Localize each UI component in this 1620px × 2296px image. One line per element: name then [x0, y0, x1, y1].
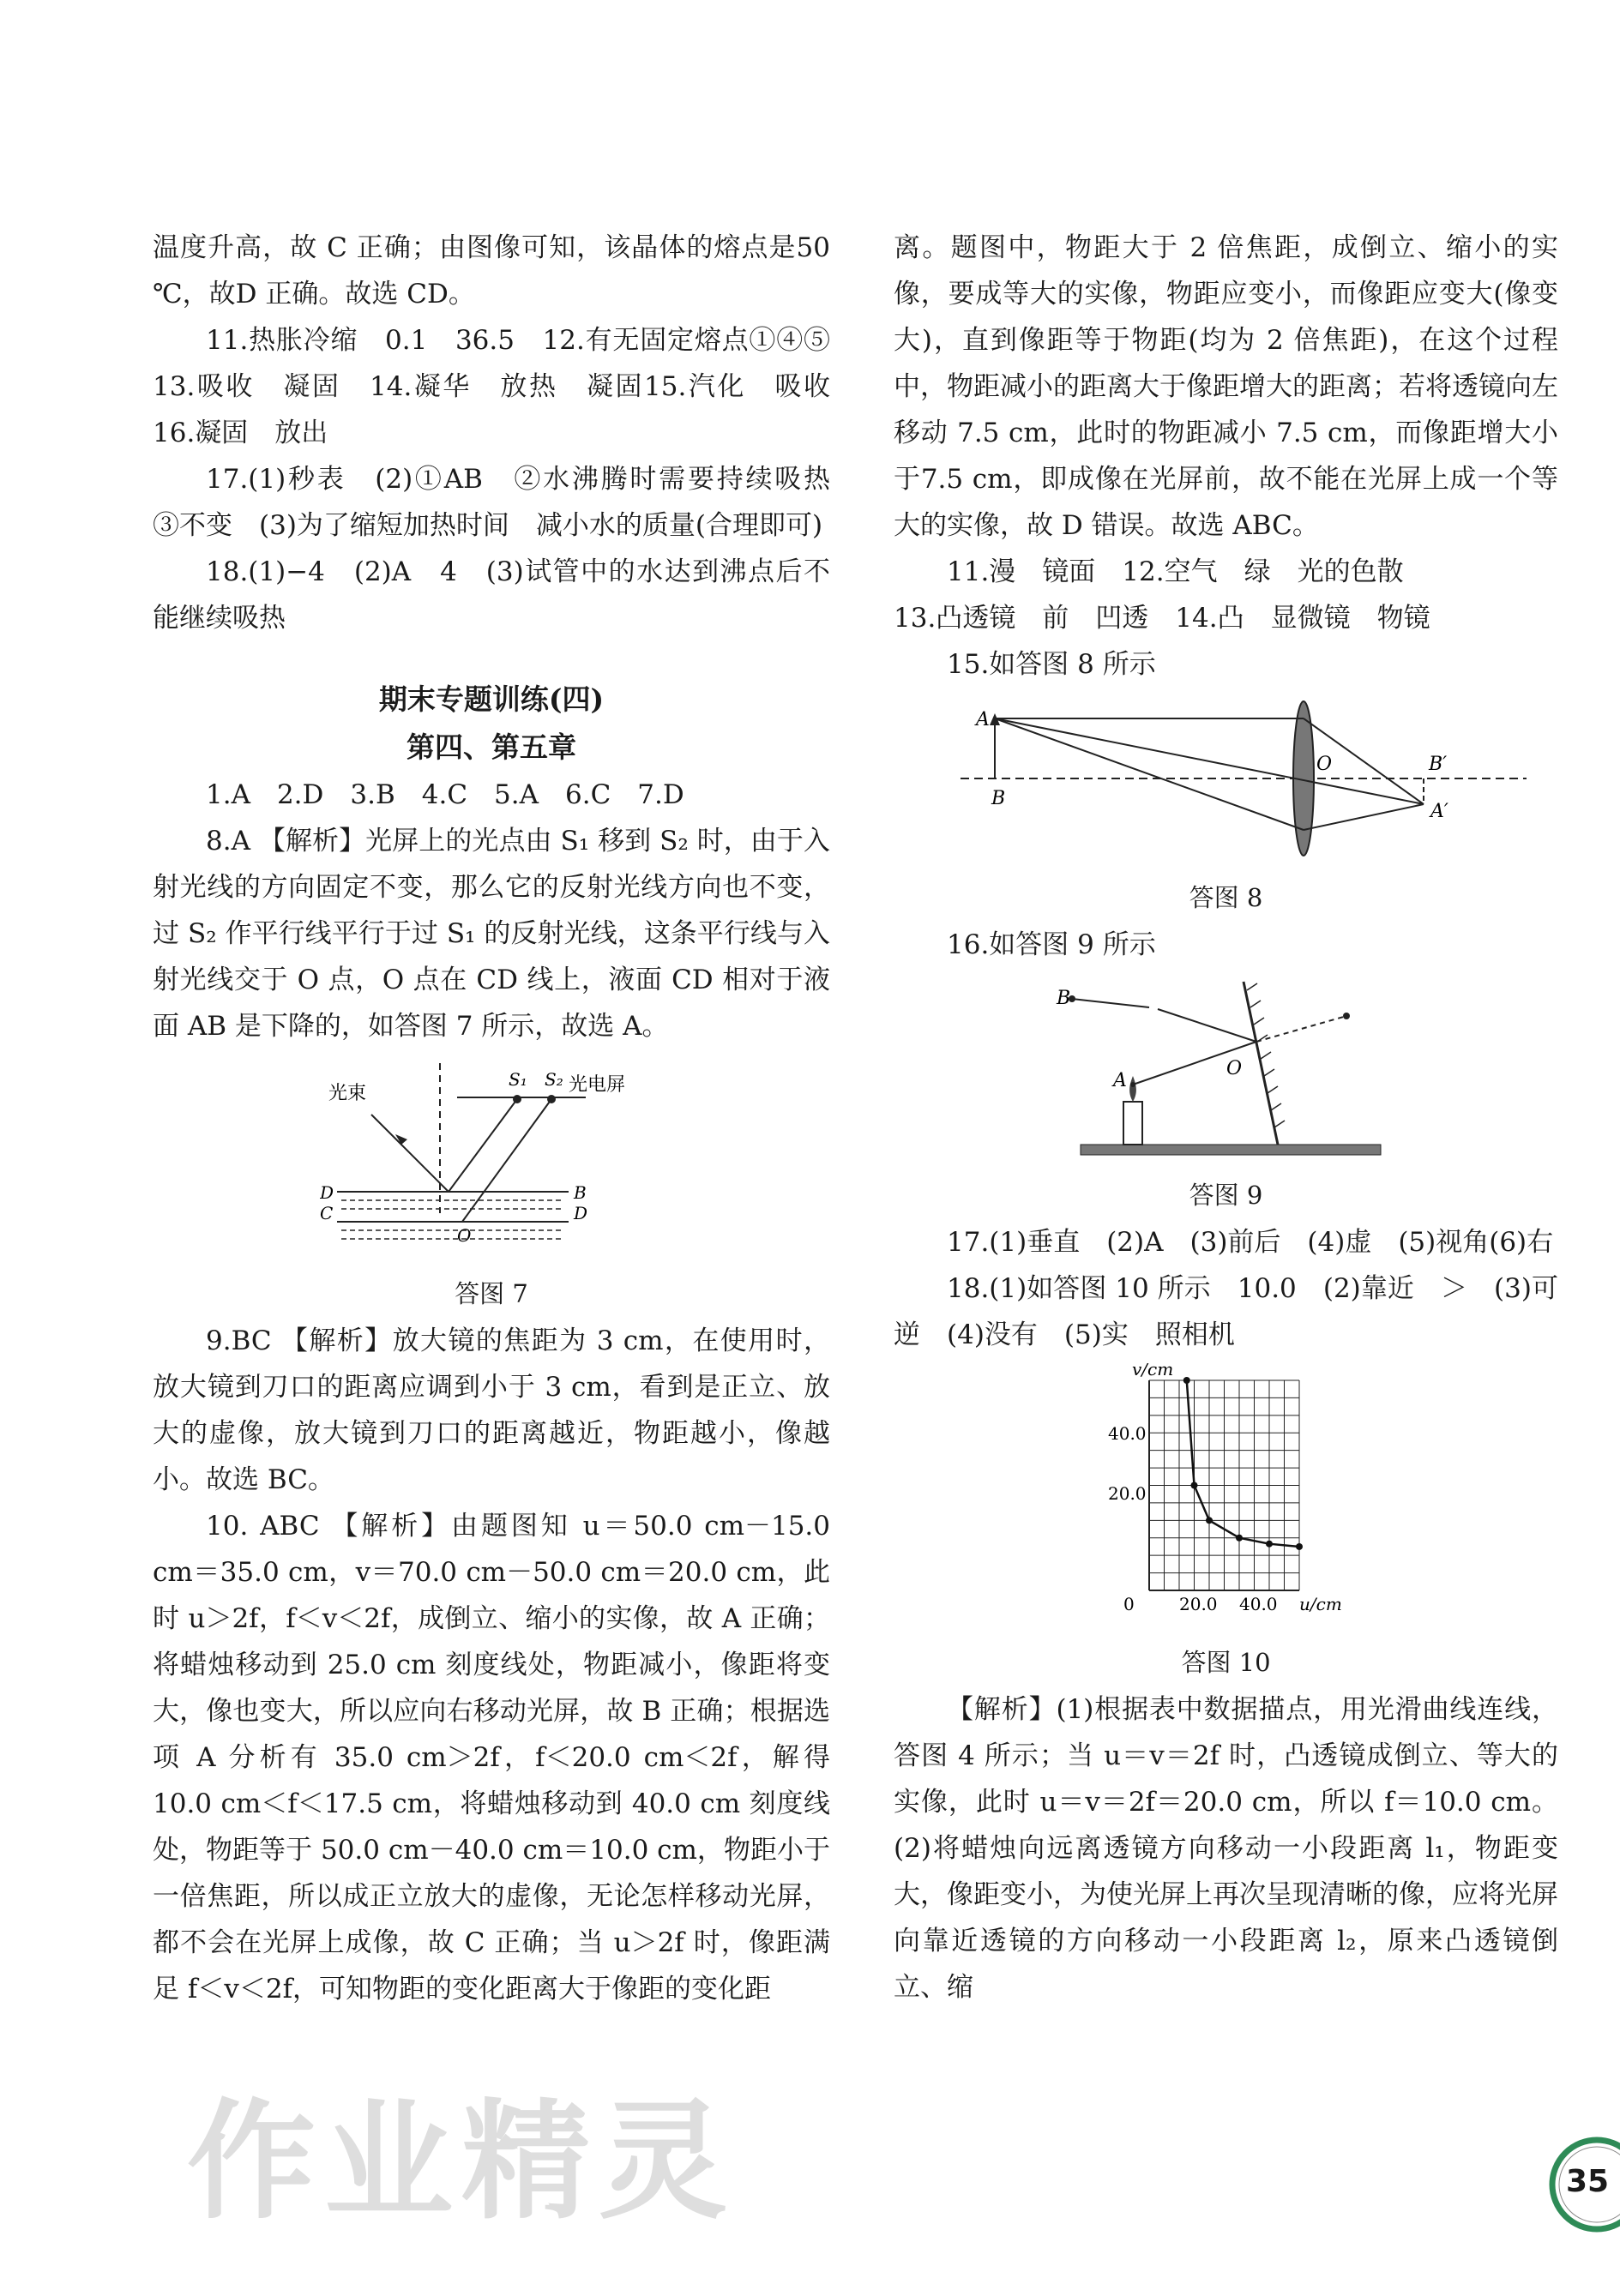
answer-16: 16.如答图 9 所示: [947, 929, 1156, 960]
figure-8-caption: 答图 8: [1189, 883, 1263, 912]
figure-7-diagram: [320, 1055, 663, 1260]
chart-curve: [1186, 1380, 1298, 1547]
figure-9-diagram: [1055, 973, 1398, 1162]
answers-13-14: 13.凸透镜 前 凹透 14.凸 显微镜 物镜: [894, 603, 1430, 634]
figure-8: [894, 693, 1558, 917]
answer-15: 15.如答图 8 所示: [947, 649, 1156, 680]
figure-8-diagram: [926, 693, 1527, 864]
fig8-label-o: O: [1316, 754, 1332, 775]
answer-17: 17.(1)垂直 (2)A (3)前后 (4)虚 (5)视角(6)右: [947, 1227, 1554, 1258]
label-beam: 光束: [328, 1083, 367, 1104]
right-column: [894, 225, 1558, 2011]
chart-xtick-20: 20.0: [1178, 1594, 1218, 1614]
label-c-left: C: [320, 1203, 334, 1223]
figure-10-chart: [1098, 1363, 1355, 1629]
chart-point: [1190, 1482, 1197, 1489]
figure-7: [153, 1055, 830, 1313]
label-b-right: B: [574, 1182, 587, 1203]
label-s2: S₂: [545, 1069, 563, 1090]
fig8-label-a-prime: A′: [1430, 801, 1448, 822]
para-answer-17: 17.(1)秒表 (2)①AB ②水沸腾时需要持续吸热 ③不变 (3)为了缩短加热时间 减小水的质量(合理即可): [153, 464, 857, 541]
label-o: O: [457, 1225, 472, 1246]
chart-xtick-0: 0: [1123, 1594, 1135, 1614]
analysis-18: 【解析】(1)根据表中数据描点，用光滑曲线连线，答图 4 所示；当 u＝v＝2f 时，凸透镜成倒立、等大的实像，此时 u＝v＝2f＝20.0 cm，所以 f＝10.0 cm。(2)将蜡烛向远离透镜方向移动一小段距离 l₁，物距变大，像距变小，为使光屏上再次呈现清晰的像，应将光屏向靠近透镜的方向移动一小段距离 l₂，原来凸透镜倒立、缩: [894, 1694, 1558, 2003]
chart-point: [1206, 1517, 1213, 1524]
fig8-label-b: B: [991, 788, 1005, 809]
chart-point: [1266, 1541, 1273, 1548]
page-number-badge: [1549, 2133, 1620, 2236]
answer-18: 18.(1)如答图 10 所示 10.0 (2)靠近 ＞ (3)可逆 (4)没有 (5)实 照相机: [894, 1273, 1558, 1350]
section-subtitle: 第四、第五章: [407, 730, 576, 764]
answers-1-7: 1.A 2.D 3.B 4.C 5.A 6.C 7.D: [206, 779, 684, 810]
label-d-left: D: [320, 1182, 334, 1203]
chart-grid: [1149, 1380, 1299, 1590]
fig8-label-a: A: [975, 709, 990, 730]
figure-10: [894, 1363, 1558, 1681]
figure-7-caption: 答图 7: [455, 1279, 528, 1308]
answer-10-continued: 离。题图中，物距大于 2 倍焦距，成倒立、缩小的实像，要成等大的实像，物距应变小，而像距应变大(像变大)，直到像距等于物距(均为 2 倍焦距)，在这个过程中，物距减小的距离大于像距增大的距离；若将透镜向左移动 7.5 cm，此时的物距减小 7.5 cm，而像距增大小于7.5 cm，即成像在光屏前，故不能在光屏上成一个等大的实像，故 D 错误。故选 ABC。: [894, 232, 1558, 541]
chart-ytick-40: 40.0: [1107, 1423, 1147, 1444]
figure-9: [894, 973, 1558, 1214]
chart-point: [1183, 1377, 1189, 1384]
figure-9-caption: 答图 9: [1189, 1181, 1263, 1210]
page-number: 35: [1566, 2164, 1610, 2199]
section-title: 期末专题训练(四): [378, 682, 605, 716]
figure-10-caption: 答图 10: [1181, 1648, 1271, 1677]
chart-xtick-40: 40.0: [1238, 1594, 1278, 1614]
watermark: 作业精灵: [187, 2088, 737, 2237]
para-answer-18: 18.(1)−4 (2)A 4 (3)试管中的水达到沸点后不能继续吸热: [153, 556, 830, 634]
chart-ytick-20: 20.0: [1107, 1483, 1147, 1504]
chart-marks: [1183, 1377, 1302, 1550]
fig9-label-a: A: [1112, 1070, 1127, 1091]
label-s1: S₁: [509, 1069, 527, 1090]
fig8-label-b-prime: B′: [1428, 754, 1447, 775]
fig9-label-o: O: [1226, 1058, 1242, 1079]
fig9-label-b: B: [1056, 988, 1070, 1009]
chart-point: [1236, 1535, 1243, 1542]
para-answers-11-16: 11.热胀冷缩 0.1 36.5 12.有无固定熔点①④⑤ 13.吸收 凝固 14.凝华 放热 凝固15.汽化 吸收 16.凝固 放出: [153, 325, 857, 448]
left-column: [153, 225, 857, 2012]
label-d-right: D: [574, 1203, 588, 1223]
chart-xlabel: u/cm: [1298, 1594, 1342, 1614]
chart-ylabel: v/cm: [1131, 1363, 1173, 1379]
answers-11-12: 11.漫 镜面 12.空气 绿 光的色散: [947, 556, 1404, 587]
label-screen: 光电屏: [569, 1074, 626, 1096]
answer-8: 8.A 【解析】光屏上的光点由 S₁ 移到 S₂ 时，由于入射光线的方向固定不变，那么它的反射光线方向也不变，过 S₂ 作平行线平行于过 S₁ 的反射光线，这条平行线与入射光线交于 O 点，O 点在 CD 线上，液面 CD 相对于液面 AB 是下降的，如答图 7 所示，故选 A。: [153, 826, 830, 1042]
answer-9: 9.BC 【解析】放大镜的焦距为 3 cm，在使用时，放大镜到刀口的距离应调到小于 3 cm，看到是正立、放大的虚像，放大镜到刀口的距离越近，物距越小，像越小。故选 BC。: [153, 1325, 830, 1495]
answer-10: 10. ABC 【解析】由题图知 u＝50.0 cm－15.0 cm＝35.0 cm，v＝70.0 cm－50.0 cm＝20.0 cm，此时 u＞2f，f＜v＜2f，成倒立、缩小的实像，故 A 正确；将蜡烛移动到 25.0 cm 刻度线处，物距减小，像距将变大，像也变大，所以应向右移动光屏，故 B 正确；根据选项 A 分析有 35.0 cm＞2f，f＜20.0 cm＜2f，解得 10.0 cm＜f＜17.5 cm，将蜡烛移动到 40.0 cm 刻度线处，物距等于 50.0 cm－40.0 cm＝10.0 cm，物距小于一倍焦距，所以成正立放大的虚像，无论怎样移动光屏，都不会在光屏上成像，故 C 正确；当 u＞2f 时，像距满足 f＜v＜2f，可知物距的变化距离大于像距的变化距: [153, 1511, 830, 2004]
chart-point: [1296, 1543, 1303, 1550]
para-crystal: 温度升高，故 C 正确；由图像可知，该晶体的熔点是50 ℃，故D 正确。故选 CD。: [153, 232, 830, 310]
